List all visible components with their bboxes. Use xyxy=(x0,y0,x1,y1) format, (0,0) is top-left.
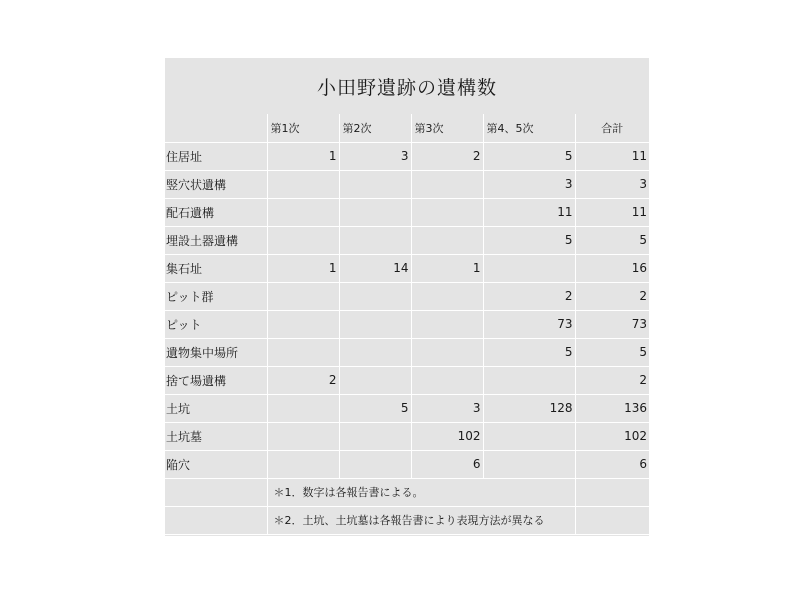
value-cell: 5 xyxy=(483,142,575,170)
note-row xyxy=(165,506,649,534)
value-cell xyxy=(339,282,411,310)
value-cell: 2 xyxy=(267,366,339,394)
note-end-cell xyxy=(575,506,649,534)
row-label: 陥穴 xyxy=(165,450,267,478)
row-label: 遺物集中場所 xyxy=(165,338,267,366)
value-cell xyxy=(411,282,483,310)
row-label: 集石址 xyxy=(165,254,267,282)
row-label: 捨て場遺構 xyxy=(165,366,267,394)
header-cell-phase-1: 第1次 xyxy=(267,114,339,142)
value-cell xyxy=(339,422,411,450)
note-blank-cell xyxy=(165,506,267,534)
total-cell: 2 xyxy=(575,366,649,394)
value-cell: 1 xyxy=(411,254,483,282)
value-cell xyxy=(411,226,483,254)
value-cell xyxy=(267,226,339,254)
table-row xyxy=(165,366,649,394)
value-cell: 11 xyxy=(483,198,575,226)
value-cell xyxy=(267,310,339,338)
value-cell xyxy=(267,422,339,450)
value-cell xyxy=(267,338,339,366)
value-cell xyxy=(267,394,339,422)
value-cell xyxy=(267,282,339,310)
total-cell: 136 xyxy=(575,394,649,422)
total-cell: 5 xyxy=(575,338,649,366)
value-cell: 2 xyxy=(411,142,483,170)
table-row xyxy=(165,338,649,366)
total-cell: 73 xyxy=(575,310,649,338)
value-cell xyxy=(483,254,575,282)
header-cell-phase-3: 第3次 xyxy=(411,114,483,142)
table-row xyxy=(165,254,649,282)
total-cell: 102 xyxy=(575,422,649,450)
table-row xyxy=(165,226,649,254)
value-cell: 3 xyxy=(483,170,575,198)
total-cell: 6 xyxy=(575,450,649,478)
value-cell: 102 xyxy=(411,422,483,450)
value-cell: 1 xyxy=(267,142,339,170)
row-label: 土坑 xyxy=(165,394,267,422)
note-row xyxy=(165,478,649,506)
value-cell: 3 xyxy=(339,142,411,170)
header-cell-total: 合計 xyxy=(575,114,649,142)
value-cell: 128 xyxy=(483,394,575,422)
table-row xyxy=(165,142,649,170)
value-cell xyxy=(339,226,411,254)
value-cell: 5 xyxy=(483,338,575,366)
row-label: ピット群 xyxy=(165,282,267,310)
value-cell xyxy=(267,170,339,198)
table-row xyxy=(165,310,649,338)
row-label: 土坑墓 xyxy=(165,422,267,450)
features-table xyxy=(165,114,649,535)
header-cell-phase-2: 第2次 xyxy=(339,114,411,142)
value-cell xyxy=(339,338,411,366)
table-title: 小田野遺跡の遺構数 xyxy=(316,76,497,99)
row-label: 配石遺構 xyxy=(165,198,267,226)
value-cell xyxy=(339,170,411,198)
value-cell xyxy=(339,310,411,338)
value-cell: 3 xyxy=(411,394,483,422)
value-cell xyxy=(483,366,575,394)
total-cell: 11 xyxy=(575,142,649,170)
header-cell-phase-4-5: 第4、5次 xyxy=(483,114,575,142)
table-row xyxy=(165,198,649,226)
value-cell xyxy=(339,450,411,478)
row-label: ピット xyxy=(165,310,267,338)
footnote: ＊2．土坑、土坑墓は各報告書により表現方法が異なる xyxy=(267,506,575,534)
total-cell: 2 xyxy=(575,282,649,310)
total-cell: 11 xyxy=(575,198,649,226)
value-cell xyxy=(339,366,411,394)
value-cell xyxy=(267,198,339,226)
table-row xyxy=(165,394,649,422)
footnote: ＊1．数字は各報告書による。 xyxy=(267,478,575,506)
value-cell xyxy=(339,198,411,226)
table-row xyxy=(165,422,649,450)
value-cell xyxy=(411,310,483,338)
table-row xyxy=(165,450,649,478)
table-row xyxy=(165,282,649,310)
row-label: 埋設土器遺構 xyxy=(165,226,267,254)
value-cell xyxy=(411,338,483,366)
table-panel xyxy=(165,58,649,536)
table-row xyxy=(165,170,649,198)
value-cell: 1 xyxy=(267,254,339,282)
header-row xyxy=(165,114,649,142)
value-cell: 5 xyxy=(339,394,411,422)
header-cell-blank xyxy=(165,114,267,142)
value-cell: 5 xyxy=(483,226,575,254)
total-cell: 5 xyxy=(575,226,649,254)
row-label: 住居址 xyxy=(165,142,267,170)
value-cell xyxy=(483,422,575,450)
value-cell xyxy=(411,366,483,394)
value-cell: 2 xyxy=(483,282,575,310)
value-cell xyxy=(411,170,483,198)
value-cell xyxy=(483,450,575,478)
value-cell: 14 xyxy=(339,254,411,282)
total-cell: 16 xyxy=(575,254,649,282)
value-cell: 73 xyxy=(483,310,575,338)
value-cell xyxy=(267,450,339,478)
value-cell: 6 xyxy=(411,450,483,478)
value-cell xyxy=(411,198,483,226)
row-label: 竪穴状遺構 xyxy=(165,170,267,198)
note-blank-cell xyxy=(165,478,267,506)
total-cell: 3 xyxy=(575,170,649,198)
note-end-cell xyxy=(575,478,649,506)
